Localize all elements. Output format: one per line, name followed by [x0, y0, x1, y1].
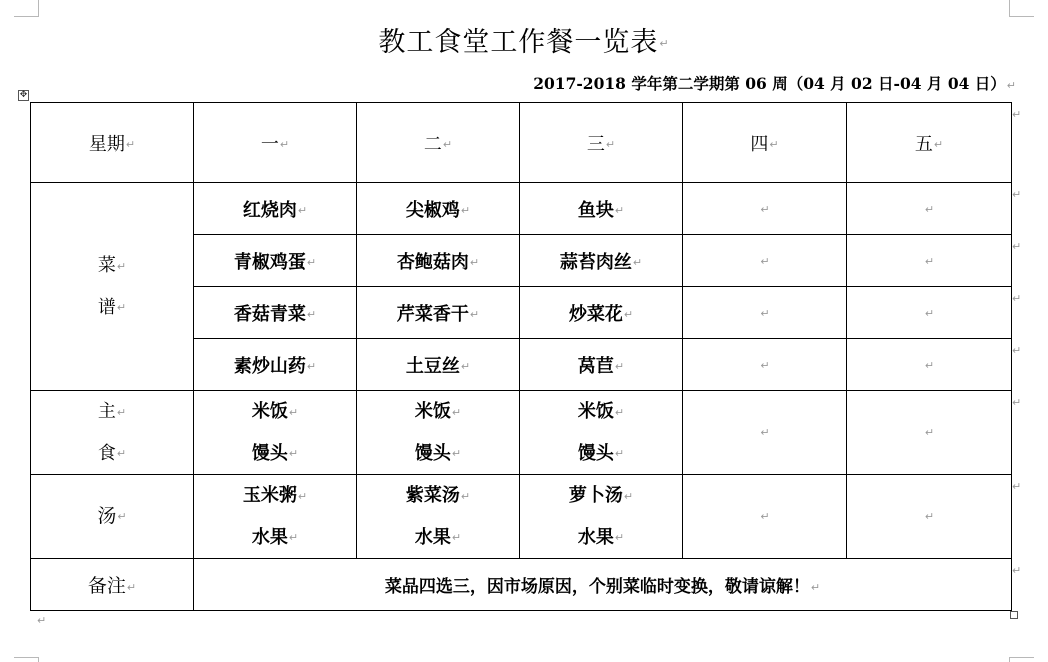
dish-cell[interactable]: 素炒山药↵ — [194, 339, 357, 391]
header-cell-day-3[interactable]: 三↵ — [520, 103, 683, 183]
dish-cell[interactable]: 青椒鸡蛋↵ — [194, 235, 357, 287]
dish-cell[interactable]: 杏鲍菇肉↵ — [357, 235, 520, 287]
soup-cell[interactable]: 紫菜汤↵ 水果↵ — [357, 475, 520, 559]
staple-cell-empty[interactable]: ↵ — [847, 391, 1012, 475]
row-end-mark: ↵ — [1012, 188, 1022, 201]
dish-cell[interactable]: 尖椒鸡↵ — [357, 183, 520, 235]
menu-table — [30, 102, 1012, 611]
dish-cell[interactable]: 蒜苔肉丝↵ — [520, 235, 683, 287]
row-end-mark: ↵ — [1012, 344, 1022, 357]
soup-cell[interactable]: 萝卜汤↵ 水果↵ — [520, 475, 683, 559]
page-corner-bottom-right — [1009, 657, 1034, 662]
dish-cell-empty[interactable]: ↵ — [683, 183, 847, 235]
week-subtitle — [533, 72, 1016, 94]
dish-cell-empty[interactable]: ↵ — [683, 287, 847, 339]
paragraph-mark: ↵ — [659, 37, 670, 50]
row-end-mark: ↵ — [1012, 292, 1022, 305]
row-end-mark: ↵ — [1012, 564, 1022, 577]
document-title-text: 教工食堂工作餐一览表 — [378, 27, 659, 58]
dish-cell[interactable]: 芹菜香干↵ — [357, 287, 520, 339]
row-end-mark: ↵ — [1012, 108, 1022, 121]
page-corner-bottom-left — [14, 657, 39, 662]
soup-cell-empty[interactable]: ↵ — [683, 475, 847, 559]
staple-cell[interactable]: 米饭↵ 馒头↵ — [520, 391, 683, 475]
table-row-soup — [31, 475, 1012, 559]
staple-cell[interactable]: 米饭↵ 馒头↵ — [357, 391, 520, 475]
page-corner-top-right — [1009, 0, 1034, 17]
staple-cell-empty[interactable]: ↵ — [683, 391, 847, 475]
dish-cell[interactable]: 香菇青菜↵ — [194, 287, 357, 339]
table-row-staple — [31, 391, 1012, 475]
dish-cell[interactable]: 红烧肉↵ — [194, 183, 357, 235]
row-end-mark: ↵ — [1012, 396, 1022, 409]
header-cell-weekday-label[interactable]: 星期↵ — [31, 103, 194, 183]
note-text-cell[interactable]: 菜品四选三，因市场原因，个别菜临时变换，敬请谅解！↵ — [194, 559, 1012, 611]
menu-section-label-cell[interactable]: 菜↵ 谱↵ — [31, 183, 194, 391]
dish-cell-empty[interactable]: ↵ — [847, 339, 1012, 391]
row-end-mark: ↵ — [1012, 240, 1022, 253]
dish-cell-empty[interactable]: ↵ — [847, 287, 1012, 339]
note-label-cell[interactable]: 备注↵ — [31, 559, 194, 611]
document-title — [0, 20, 1048, 59]
table-row-note — [31, 559, 1012, 611]
dish-cell[interactable]: 莴苣↵ — [520, 339, 683, 391]
dish-cell-empty[interactable]: ↵ — [683, 339, 847, 391]
dish-cell[interactable]: 鱼块↵ — [520, 183, 683, 235]
paragraph-mark-after-table: ↵ — [37, 614, 47, 627]
soup-cell[interactable]: 玉米粥↵ 水果↵ — [194, 475, 357, 559]
week-subtitle-text: 2017-2018 学年第二学期第 06 周（04 月 02 日-04 月 04 日） — [533, 74, 1006, 93]
staple-section-label-cell[interactable]: 主↵ 食↵ — [31, 391, 194, 475]
paragraph-mark: ↵ — [1006, 78, 1016, 92]
soup-cell-empty[interactable]: ↵ — [847, 475, 1012, 559]
row-end-mark: ↵ — [1012, 480, 1022, 493]
table-header-row — [31, 103, 1012, 183]
page-corner-top-left — [14, 0, 39, 17]
header-cell-day-2[interactable]: 二↵ — [357, 103, 520, 183]
header-cell-day-1[interactable]: 一↵ — [194, 103, 357, 183]
staple-cell[interactable]: 米饭↵ 馒头↵ — [194, 391, 357, 475]
header-cell-day-5[interactable]: 五↵ — [847, 103, 1012, 183]
header-cell-day-4[interactable]: 四↵ — [683, 103, 847, 183]
dish-cell-empty[interactable]: ↵ — [847, 235, 1012, 287]
dish-cell[interactable]: 土豆丝↵ — [357, 339, 520, 391]
dish-cell-empty[interactable]: ↵ — [683, 235, 847, 287]
table-resize-handle[interactable] — [1010, 611, 1018, 619]
table-row-dish-1 — [31, 183, 1012, 235]
table-move-handle-icon[interactable]: ✥ — [19, 90, 28, 100]
soup-section-label-cell[interactable]: 汤↵ — [31, 475, 194, 559]
dish-cell[interactable]: 炒菜花↵ — [520, 287, 683, 339]
dish-cell-empty[interactable]: ↵ — [847, 183, 1012, 235]
